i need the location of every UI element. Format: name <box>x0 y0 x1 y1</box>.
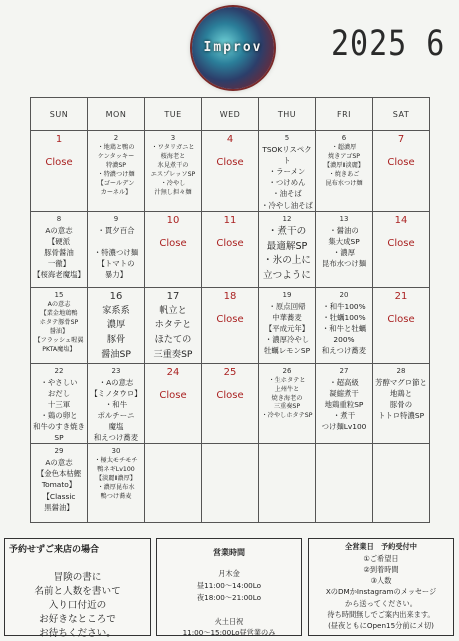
day-cell <box>145 211 202 287</box>
day-number: 16 <box>109 290 123 302</box>
day-cell <box>373 131 430 212</box>
day-number: 12 <box>282 214 292 223</box>
day-number: 5 <box>284 134 290 142</box>
day-number: 25 <box>223 366 237 378</box>
walkin-title: 予約せずご来店の場合 <box>9 545 100 555</box>
menu-text: Aの意志 【業金地鶏鴨 ホタテ豚骨SP 醤油】 【フラッシュ喔翼 PKTA魔塩】 <box>34 300 84 353</box>
closed-label: Close <box>387 313 415 325</box>
reservation-info-box <box>308 538 454 636</box>
closed-label: Close <box>216 237 244 249</box>
menu-text: ・貫夕百合 ・特濃つけ麺 【トマトの 暴力】 <box>93 225 139 280</box>
menu-text: ・生ホタテと 上州牛と 焼き海老の 三重奏SP ・冷やしホタテSP <box>261 376 313 420</box>
menu-text: 帆立と ホタテと ほたての 三重奏SP <box>153 304 193 360</box>
day-number: 20 <box>339 290 349 299</box>
closed-label: Close <box>216 389 244 401</box>
day-cell <box>202 287 259 363</box>
day-number: 21 <box>394 290 408 302</box>
menu-text: ・超高級 凝縮煮干 地鶏重粒SP ・煮干 つけ麺Lv100 <box>321 377 367 431</box>
business-calendar <box>30 97 430 523</box>
day-number: 11 <box>223 214 237 226</box>
day-number: 19 <box>282 290 292 299</box>
hours-title: 営業時間 <box>213 548 245 557</box>
empty-cell <box>145 444 202 523</box>
day-cell <box>259 131 316 212</box>
day-number: 7 <box>397 134 405 145</box>
calendar-month-title: 2025 6 <box>331 24 446 65</box>
info-panels <box>4 538 455 638</box>
day-number: 8 <box>56 214 62 223</box>
day-cell <box>31 131 88 212</box>
closed-label: Close <box>387 157 415 168</box>
day-number: 29 <box>54 447 64 456</box>
shop-logo <box>192 7 274 89</box>
weekday-header-row <box>31 98 430 131</box>
day-number: 15 <box>54 290 64 299</box>
day-cell <box>316 211 373 287</box>
day-cell <box>31 363 88 444</box>
closed-label: Close <box>216 313 244 325</box>
day-cell <box>88 211 145 287</box>
day-cell <box>259 211 316 287</box>
day-cell <box>316 287 373 363</box>
weekday-fri: FRI <box>316 98 373 131</box>
empty-cell <box>259 444 316 523</box>
menu-text: Aの意志 【金色本枯鰹 Tomato】 【Classic 黒醤油】 <box>36 458 82 512</box>
menu-text: TSOKリスペクト ・ラーメン ・つけめん ・油そば ・冷やし油そば <box>261 145 313 210</box>
week-row <box>31 211 430 287</box>
day-number: 3 <box>170 134 176 142</box>
weekday-sun: SUN <box>31 98 88 131</box>
day-number: 1 <box>55 134 63 145</box>
closed-label: Close <box>159 237 187 249</box>
day-cell <box>202 131 259 212</box>
weekday-sat: SAT <box>373 98 430 131</box>
day-cell <box>145 287 202 363</box>
menu-text: ・超濃厚 焼きアゴSP 【濃厚Ⅱ淡麗】 ・焼きあご 昆布水つけ麺 <box>323 144 365 187</box>
day-number: 28 <box>396 366 406 375</box>
day-number: 18 <box>223 290 237 302</box>
closed-label: Close <box>159 389 187 401</box>
closed-label: Close <box>387 237 415 249</box>
day-number: 27 <box>339 366 349 375</box>
week-row <box>31 287 430 363</box>
day-number: 14 <box>394 214 408 226</box>
menu-text: ・ワタリガニと 桜海老と 氷見煮干の エスプレッソSP ・冷やし 汁無し担々麺 <box>150 144 196 196</box>
menu-text: 家系系 濃厚 豚骨 醤油SP <box>101 304 131 360</box>
menu-text: ・やさしい おだし 十三軍 ・鶏の卵と 和牛のすき焼きSP <box>33 377 85 443</box>
menu-text: ・煮干の 最適解SP ・氷の上に 立つように <box>263 225 311 282</box>
day-cell <box>316 363 373 444</box>
empty-cell <box>202 444 259 523</box>
week-row <box>31 444 430 523</box>
closed-label: Close <box>216 157 244 168</box>
day-number: 30 <box>111 447 121 456</box>
week-row <box>31 131 430 212</box>
day-number: 24 <box>166 366 180 378</box>
day-cell <box>31 211 88 287</box>
menu-text: 芳醇マグロ節と 地鶏と 豚骨の トトロ特濃SP <box>375 377 427 420</box>
weekday-tue: TUE <box>145 98 202 131</box>
day-number: 2 <box>113 134 119 142</box>
closed-label: Close <box>45 157 73 168</box>
day-cell <box>373 211 430 287</box>
walkin-info-box <box>4 538 151 639</box>
day-cell <box>31 444 88 523</box>
walkin-body: 冒険の書に 名前と人数を書いて 入り口付近の お好きなところで お待ちください。 <box>34 572 121 639</box>
menu-text: ・醤油の 集大成SP ・濃厚 昆布水つけ麺 <box>321 225 367 268</box>
day-cell <box>88 444 145 523</box>
menu-text: ・原点回帰 中華蕎麦 【平成元年】 ・濃厚冷やし 牡蠣レモンSP <box>263 301 311 356</box>
day-cell <box>373 363 430 444</box>
day-cell <box>373 287 430 363</box>
day-cell <box>88 131 145 212</box>
day-number: 4 <box>226 134 234 145</box>
day-number: 23 <box>111 366 121 375</box>
hours-body: 月木金 昼11:00〜14:00Lo 夜18:00〜21:00Lo 火土日祝 11:00〜15:00Lo昼営業のみ <box>182 569 276 638</box>
reservation-title: 全営業日 予約受付中 <box>345 542 417 551</box>
menu-text: Aの意志 【硬派 豚骨醤油 一徹】 【桜海老魔塩】 <box>33 225 85 280</box>
day-cell <box>88 363 145 444</box>
day-cell <box>88 287 145 363</box>
reservation-body: ①ご希望日 ②到着時間 ③人数 XのDMかInstagramのメッセージ から送ってください。 待ち時間無しでご案内出来ます。 (昼夜ともにOpen15分前にメ切) <box>325 554 437 630</box>
menu-text: ・Aの意志 【ミノタウロ】 ・和牛 ポルチーニ 魔塩 和えつけ蕎麦 <box>90 377 142 443</box>
week-row <box>31 363 430 444</box>
day-number: 17 <box>166 290 180 302</box>
day-cell <box>145 131 202 212</box>
day-number: 26 <box>282 366 292 375</box>
day-cell <box>202 211 259 287</box>
day-number: 10 <box>166 214 180 226</box>
day-number: 13 <box>339 214 349 223</box>
empty-cell <box>373 444 430 523</box>
day-cell <box>145 363 202 444</box>
day-number: 6 <box>341 134 347 142</box>
menu-text: ・和牛100% ・牡蠣100% ・和牛と牡蠣 200% 和えつけ蕎麦 <box>321 301 367 356</box>
weekday-wed: WED <box>202 98 259 131</box>
day-number: 9 <box>113 214 119 223</box>
day-cell <box>259 287 316 363</box>
weekday-thu: THU <box>259 98 316 131</box>
day-cell <box>31 287 88 363</box>
menu-text: ・極太モチモチ 鴨ネギLv100 【淡麗Ⅱ濃厚】 ・濃厚昆布水 鴨つけ蕎麦 <box>94 457 138 501</box>
day-cell <box>202 363 259 444</box>
day-cell <box>316 131 373 212</box>
weekday-mon: MON <box>88 98 145 131</box>
shop-logo-text: Improv <box>203 40 263 55</box>
day-cell <box>259 363 316 444</box>
business-hours-box <box>156 538 302 636</box>
menu-text: ・地鶏と鴨の ケンタッキー 特濃SP ・特濃つけ麺 【ゴールデン カーネル】 <box>97 144 135 196</box>
empty-cell <box>316 444 373 523</box>
day-number: 22 <box>54 366 64 375</box>
